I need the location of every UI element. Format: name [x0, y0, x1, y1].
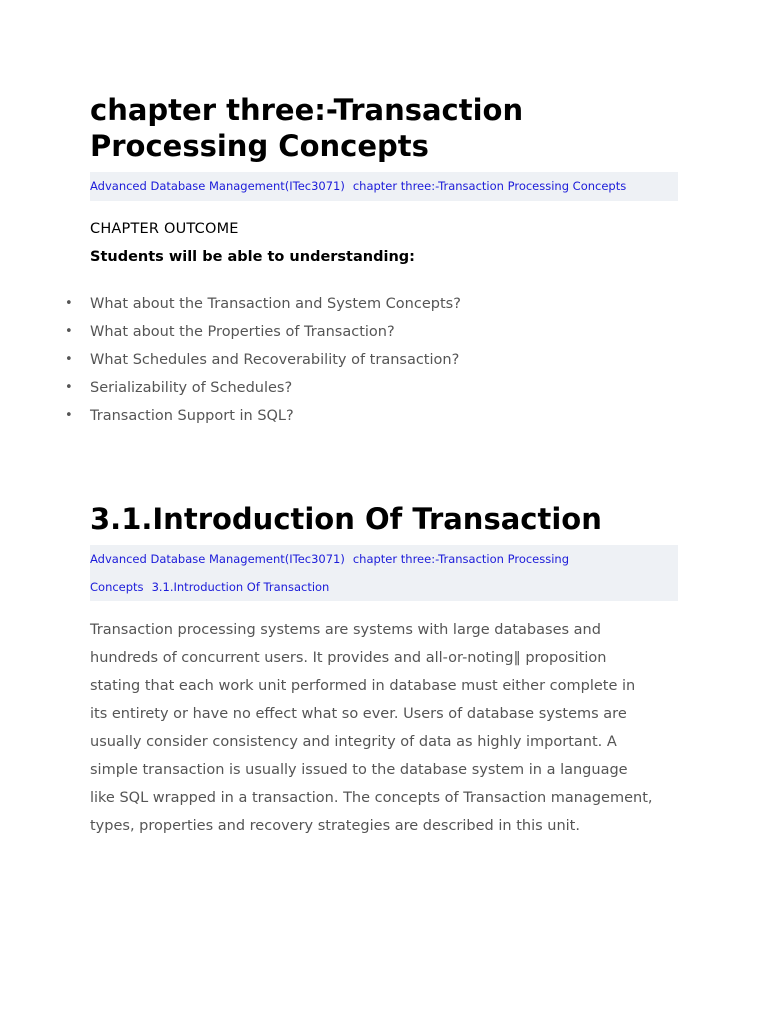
breadcrumb-link-chapter[interactable]: chapter three:-Transaction Processing Concepts — [352, 179, 627, 193]
list-item-text: Serializability of Schedules? — [90, 380, 293, 396]
paragraph-line: its entirety or have no effect what so ever. Users of database systems are — [90, 706, 627, 722]
bullet-icon: • — [65, 324, 73, 339]
bullet-icon: • — [65, 408, 73, 423]
breadcrumb-link-chapter[interactable]: chapter three:-Transaction Processing — [352, 552, 570, 566]
list-item — [65, 318, 678, 346]
bullet-icon: • — [65, 296, 73, 311]
breadcrumb-link-section[interactable]: 3.1.Introduction Of Transaction — [151, 580, 330, 594]
list-item — [65, 290, 678, 318]
breadcrumb-link-course[interactable]: Advanced Database Management(ITec3071) — [90, 179, 345, 193]
list-item — [65, 346, 678, 374]
paragraph-line: usually consider consistency and integrity of data as highly important. A — [90, 734, 617, 750]
outcome-list — [65, 290, 678, 430]
section-title: 3.1.Introduction Of Transaction — [90, 502, 602, 536]
intro-paragraph — [90, 616, 680, 840]
paragraph-line: types, properties and recovery strategies are described in this unit. — [90, 818, 580, 834]
chapter-title — [90, 92, 678, 164]
bullet-icon: • — [65, 352, 73, 367]
paragraph-line: simple transaction is usually issued to the database system in a language — [90, 762, 628, 778]
list-item-text: What about the Transaction and System Concepts? — [90, 296, 461, 312]
outcome-subheading: Students will be able to understanding: — [90, 249, 415, 265]
list-item-text: Transaction Support in SQL? — [90, 408, 294, 424]
breadcrumb-link-course[interactable]: Advanced Database Management(ITec3071) — [90, 552, 345, 566]
paragraph-line: Transaction processing systems are systems with large databases and — [90, 622, 601, 638]
paragraph-line: like SQL wrapped in a transaction. The concepts of Transaction management, — [90, 790, 653, 806]
section-breadcrumb — [90, 545, 678, 601]
chapter-title-line-2: Processing Concepts — [90, 129, 429, 163]
outcome-heading: CHAPTER OUTCOME — [90, 221, 239, 237]
list-item-text: What about the Properties of Transaction? — [90, 324, 395, 340]
list-item-text: What Schedules and Recoverability of transaction? — [90, 352, 460, 368]
breadcrumb-link-chapter-continued[interactable]: Concepts — [90, 580, 144, 594]
paragraph-line: hundreds of concurrent users. It provides and all-or-noting‖ proposition — [90, 650, 607, 666]
list-item — [65, 374, 678, 402]
list-item — [65, 402, 678, 430]
chapter-title-line-1: chapter three:-Transaction — [90, 93, 524, 127]
chapter-breadcrumb — [90, 172, 678, 201]
paragraph-line: stating that each work unit performed in database must either complete in — [90, 678, 636, 694]
bullet-icon: • — [65, 380, 73, 395]
